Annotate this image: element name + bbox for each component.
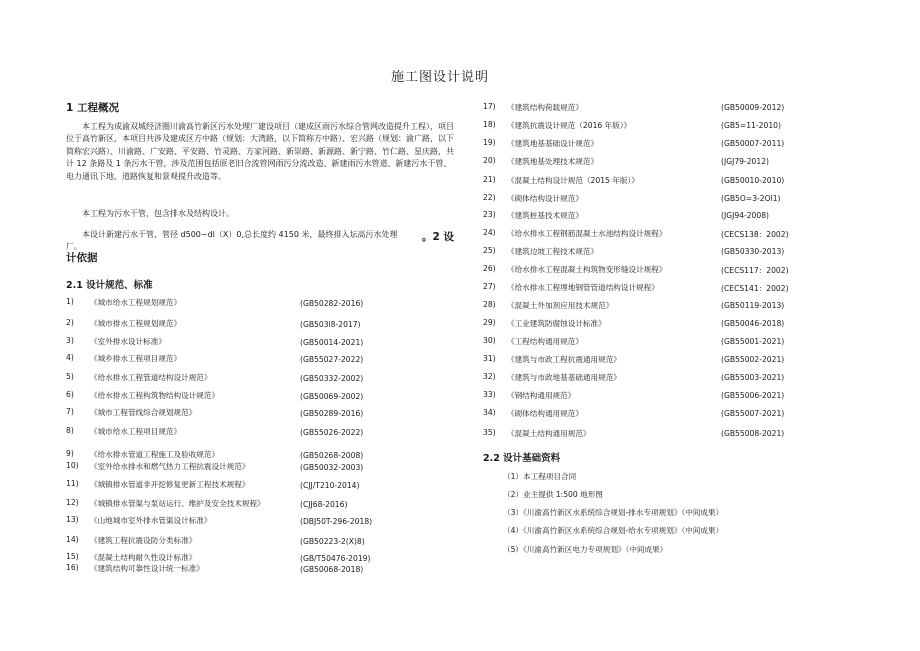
standard-row [483, 228, 823, 239]
standard-num: 12) [66, 498, 79, 507]
standard-num: 24) [483, 228, 496, 237]
section-1-paragraph-1: 本工程为成渝双城经济圈川渝高竹新区污水处理厂建设项目（建成区雨污水综合管网改造提升工程），项目位于高竹新区，本项目共涉及建成区方中路（规划：大湾路，以下简称方中路）、宏兴路（规划：渝广路，以下简称宏兴路）、川渝路、广安路、平安路、竹灵路、方家河路、新崇路、新源路、新宁路、竹仁路、星庆路，共计 12 条路及 1 条污水干管，涉及范围包括原老旧合流管网雨污分流改造、新建雨污水管道、新建污水干管、电力通讯下地、道路恢复和景观提升改造等。 [66, 122, 454, 181]
standard-name: 《工程结构通用规范》 [507, 337, 583, 346]
standard-code: (GB50014-2021) [300, 338, 364, 347]
standard-code: (CECS117：2002) [721, 266, 789, 275]
standard-code: (GB55007-2021) [721, 409, 785, 418]
section-1-heading: 1 工程概况 [66, 102, 119, 114]
standard-row [66, 318, 406, 329]
standard-row [66, 353, 406, 364]
standard-name: 《建筑抗震设计规范（2016 年版）》 [507, 121, 632, 130]
standard-num: 5) [66, 372, 74, 381]
basis-item: （2）业主提供 1:500 地形图 [503, 490, 603, 499]
section-2-heading-part1: 。2 设 [422, 231, 454, 243]
standard-row [483, 336, 823, 347]
standard-row [483, 193, 823, 204]
standard-code: (CJJ68-2016) [300, 500, 348, 509]
standard-code: (GB50268-2008) [300, 451, 364, 460]
standard-num: 30) [483, 336, 496, 345]
standard-code: (GB50010-2010) [721, 176, 785, 185]
standard-code: (GB55002-2021) [721, 355, 785, 364]
section-1-paragraph-3 [66, 229, 406, 254]
standard-num: 10) [66, 461, 79, 470]
standard-code: (GB50046-2018) [721, 319, 785, 328]
standard-name: 《钢结构通用规范》 [507, 391, 576, 400]
standard-row [483, 390, 823, 401]
standard-row [483, 102, 823, 113]
standard-code: (GB50032-2003) [300, 463, 364, 472]
standard-name: 《混凝土结构设计规范（2015 年版）》 [507, 176, 639, 185]
standard-num: 11) [66, 479, 79, 488]
standard-code: (CECS141：2002) [721, 284, 789, 293]
standard-name: 《建筑桩基技术规范》 [507, 211, 583, 220]
standard-num: 22) [483, 193, 496, 202]
standard-name: 《建筑地基处理技术规范》 [507, 157, 599, 166]
standard-row [66, 449, 406, 460]
standard-row [66, 297, 406, 308]
standard-row [483, 246, 823, 257]
standard-row [66, 461, 406, 472]
basis-item: （5）《川渝高竹新区电力专项规划》（中间成果） [503, 545, 668, 554]
section-1-paragraph-3-text: 本设计新建污水干管，管径 d500~dl（X）0,总长度约 4150 米，最终排入坛高污水处理厂。 [66, 230, 398, 252]
standard-name: 《混凝土外加剂应用技术规范》 [507, 301, 614, 310]
standard-name: 《城市给水工程项目规范》 [90, 427, 182, 436]
standard-row [66, 390, 406, 401]
standard-num: 25) [483, 246, 496, 255]
standard-code: (GB/T50476-2019) [300, 554, 371, 563]
standard-code: (GB50223-2(X)8) [300, 537, 365, 546]
standard-name: 《室外给水排水和燃气热力工程抗震设计规范》 [90, 462, 250, 471]
standard-num: 1) [66, 297, 74, 306]
standard-row [66, 498, 406, 509]
section-2-heading-part2: 计依据 [66, 252, 98, 264]
standard-row [66, 336, 406, 347]
page-title: 施工图设计说明 [390, 70, 489, 85]
standard-row [483, 408, 823, 419]
standard-num: 20) [483, 156, 496, 165]
standard-code: (GB55001-2021) [721, 337, 785, 346]
standard-code: (GB50119-2013) [721, 301, 785, 310]
standard-row [66, 426, 406, 437]
standard-name: 《砌体结构通用规范》 [507, 409, 583, 418]
standard-code: (GB50289-2016) [300, 409, 364, 418]
standard-code: (GB55006-2021) [721, 391, 785, 400]
standard-code: (CECS138：2002) [721, 230, 789, 239]
standard-name: 《建筑地基基础设计规范》 [507, 139, 599, 148]
standard-code: (GB5O=3-2Ol1) [721, 194, 781, 203]
section-2-1-heading: 2.1 设计规范、标准 [66, 280, 153, 291]
section-2-2-heading: 2.2 设计基础资料 [483, 453, 561, 464]
standard-num: 17) [483, 102, 496, 111]
standard-code: (GB503l8-2017) [300, 320, 361, 329]
standard-code: (GB5=11-2010) [721, 121, 781, 130]
standard-num: 4) [66, 353, 74, 362]
standard-row [66, 552, 406, 563]
standard-name: 《城市给水工程规划规范》 [90, 298, 182, 307]
standard-name: 《给水排水管道工程施工及验收规范》 [90, 450, 220, 459]
standard-code: (GB55027-2022) [300, 355, 364, 364]
basis-item: （4）《川渝高竹新区水系统综合规划-给水专项规划》（中间成果） [503, 526, 724, 535]
standard-name: 《城镇排水管道非开挖修复更新工程技术规程》 [90, 480, 250, 489]
standard-num: 2) [66, 318, 74, 327]
standard-row [483, 156, 823, 167]
standard-num: 9) [66, 449, 74, 458]
standard-code: (GB50330-2013) [721, 247, 785, 256]
standard-num: 14) [66, 535, 79, 544]
standard-code: (JGJ94-2008) [721, 211, 770, 220]
standard-name: 《建筑与市政工程抗震通用规范》 [507, 355, 621, 364]
basis-item: （3）《川渝高竹新区水系统综合规划-排水专项规划》（中间成果） [503, 508, 724, 517]
standard-code: (GB50009-2012) [721, 103, 785, 112]
standard-num: 13) [66, 515, 79, 524]
standard-num: 7) [66, 407, 74, 416]
standard-row [483, 120, 823, 131]
standard-row [483, 372, 823, 383]
standard-row [66, 535, 406, 546]
standard-num: 31) [483, 354, 496, 363]
standard-row [66, 407, 406, 418]
standard-num: 26) [483, 264, 496, 273]
standard-num: 19) [483, 138, 496, 147]
standard-name: 《混凝土结构耐久性设计标准》 [90, 553, 197, 562]
standard-name: 《给水排水工程埋地钢管管道结构设计规程》 [507, 283, 659, 292]
standard-code: (GB50069-2002) [300, 392, 364, 401]
standard-row [66, 479, 406, 490]
standard-name: 《建筑结构可靠性设计统一标准》 [90, 564, 204, 573]
standard-num: 23) [483, 210, 496, 219]
standard-name: 《给水排水工程混凝土构筑物变形缝设计规程》 [507, 265, 667, 274]
section-1-paragraph-2: 本工程为污水干管，包含排水及结构设计。 [82, 209, 234, 218]
standard-row [483, 264, 823, 275]
standard-num: 3) [66, 336, 74, 345]
basis-item: （1）本工程项目合同 [503, 472, 577, 481]
standard-name: 《山地城市室外排水管渠设计标准》 [90, 516, 212, 525]
standard-name: 《给水排水工程构筑物结构设计规范》 [90, 391, 220, 400]
standard-name: 《砌体结构设计规范》 [507, 194, 583, 203]
standard-code: (GB50282-2016) [300, 299, 364, 308]
standard-row [483, 318, 823, 329]
standard-row [483, 282, 823, 293]
standard-code: (GB55003-2021) [721, 373, 785, 382]
standard-name: 《建筑与市政地基基础通用规范》 [507, 373, 621, 382]
standard-row [483, 354, 823, 365]
standard-row [483, 210, 823, 221]
standard-num: 27) [483, 282, 496, 291]
standard-num: 8) [66, 426, 74, 435]
standard-num: 21) [483, 175, 496, 184]
standard-row [483, 300, 823, 311]
standard-name: 《城市排水工程规划规范》 [90, 319, 182, 328]
standard-code: (DBJ50T-296-2018) [300, 517, 373, 526]
standard-name: 《混凝土结构通用规范》 [507, 429, 591, 438]
standard-code: (GB50068-2018) [300, 565, 364, 574]
standard-row [483, 138, 823, 149]
standard-code: (GB55008-2021) [721, 429, 785, 438]
standard-row [483, 428, 823, 439]
standard-num: 28) [483, 300, 496, 309]
standard-num: 34) [483, 408, 496, 417]
standard-num: 6) [66, 390, 74, 399]
standard-name: 《给水排水工程管道结构设计规范》 [90, 373, 212, 382]
standard-name: 《工业建筑防腐蚀设计标准》 [507, 319, 606, 328]
standard-name: 《给水排水工程钢筋混凝土水池结构设计规程》 [507, 229, 667, 238]
standard-code: (GB55026-2022) [300, 428, 364, 437]
standard-num: 15) [66, 552, 79, 561]
standard-name: 《城镇排水管渠与泵站运行、维护及安全技术规程》 [90, 499, 265, 508]
standard-code: (JGJ79-2012) [721, 157, 770, 166]
standard-name: 《建筑工程抗震设防分类标准》 [90, 536, 197, 545]
standard-name: 《城乡排水工程项目规范》 [90, 354, 182, 363]
standard-row [483, 175, 823, 186]
standard-num: 35) [483, 428, 496, 437]
standard-row [66, 563, 406, 574]
standard-name: 《城市工程管线综合规划规范》 [90, 408, 197, 417]
standard-code: (GB50332-2002) [300, 374, 364, 383]
standard-name: 《建筑边坡工程技术规范》 [507, 247, 599, 256]
standard-code: (CJJ/T210-2014) [300, 481, 360, 490]
standard-num: 29) [483, 318, 496, 327]
standard-num: 16) [66, 563, 79, 572]
standard-row [66, 515, 406, 526]
standard-num: 32) [483, 372, 496, 381]
standard-row [66, 372, 406, 383]
standard-code: (GB50007-2011) [721, 139, 785, 148]
standard-name: 《室外排水设计标准》 [90, 337, 166, 346]
standard-name: 《建筑结构荷载规范》 [507, 103, 583, 112]
standard-num: 33) [483, 390, 496, 399]
standard-num: 18) [483, 120, 496, 129]
